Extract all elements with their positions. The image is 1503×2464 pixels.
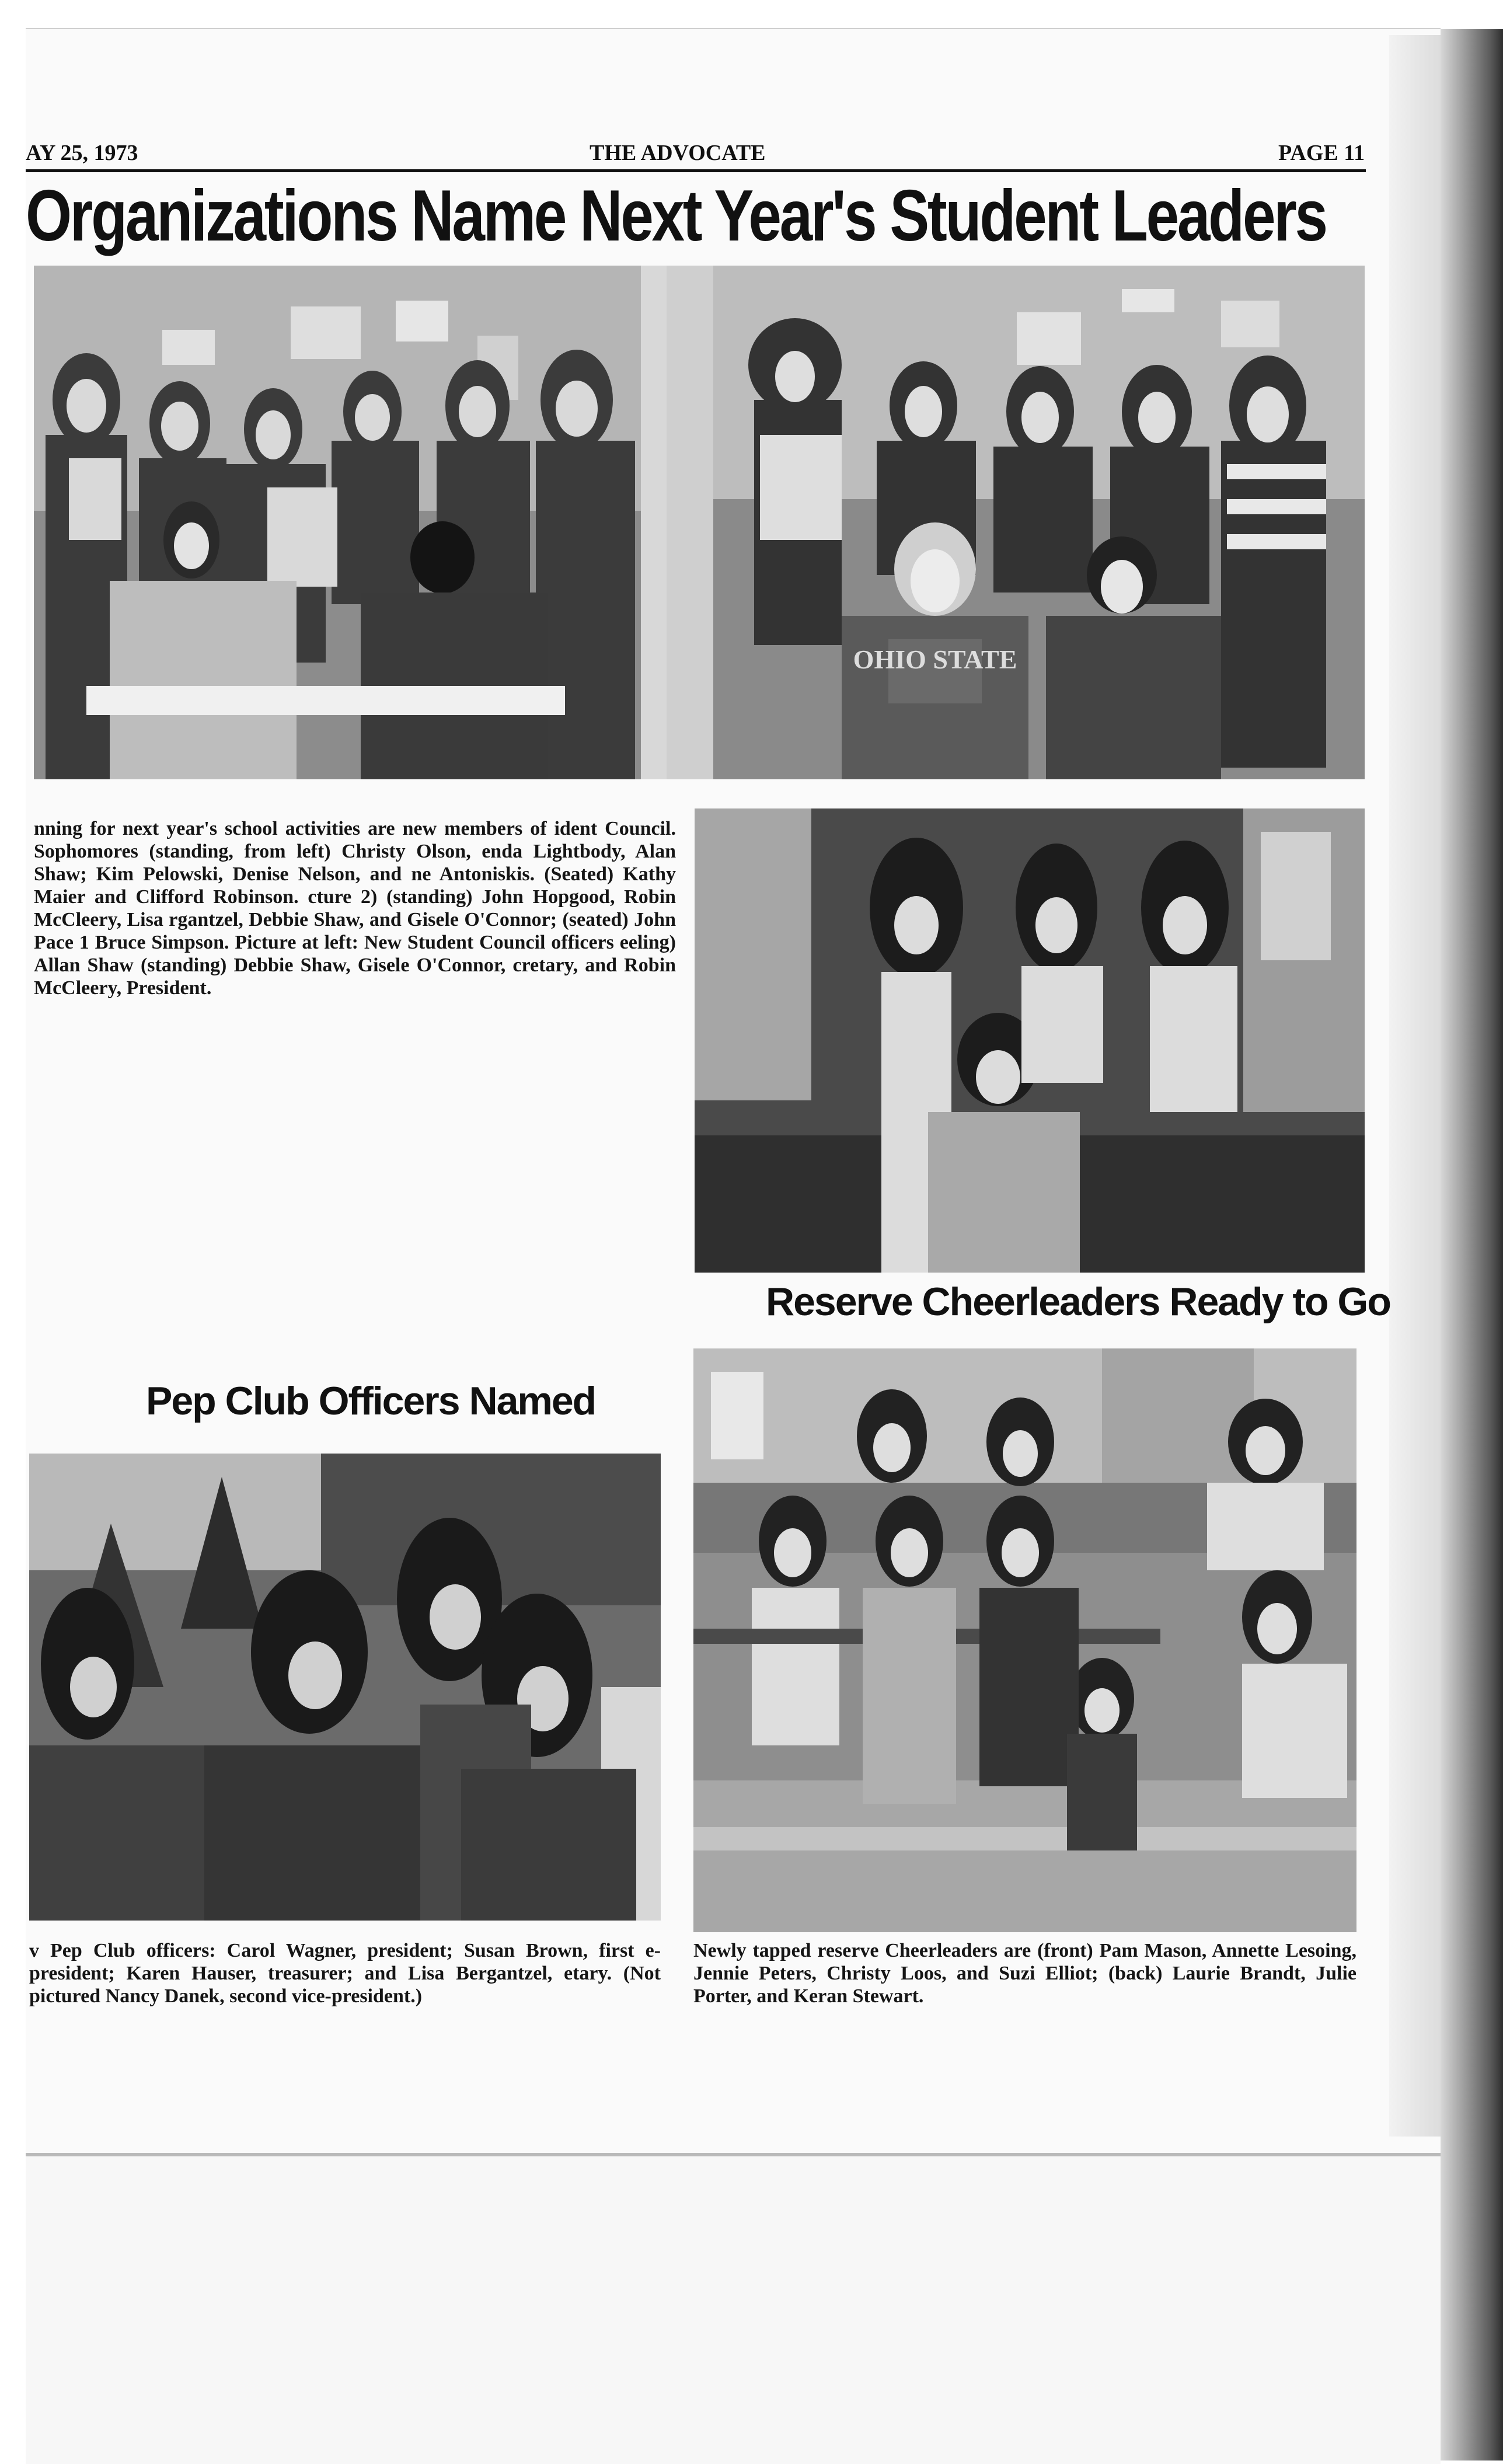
- photo-pep-club-officers: [29, 1454, 661, 1921]
- underlying-sheet: [1389, 35, 1441, 2137]
- scanner-edge: [1441, 29, 1503, 2460]
- cheerleaders-title: Reserve Cheerleaders Ready to Go: [766, 1280, 1390, 1324]
- photo-student-council-officers: [695, 808, 1365, 1273]
- caption-pep-club: v Pep Club officers: Carol Wagner, president; Susan Brown, first e-president; Karen Hauser, treasurer; and Lisa Bergantzel, etary. (Not pictured Nancy Danek, second vice-president.): [29, 1940, 661, 2007]
- page-headline: Organizations Name Next Year's Student Leaders: [26, 176, 1326, 256]
- header-page-number: PAGE 11: [1278, 141, 1365, 165]
- lower-sheet: [26, 2153, 1441, 2464]
- caption-cheerleaders: Newly tapped reserve Cheerleaders are (front) Pam Mason, Annette Lesoing, Jennie Peters, Christy Loos, and Suzi Elliot; (back) Laurie Brandt, Julie Porter, and Keran Stewart.: [693, 1940, 1356, 2007]
- header-date: AY 25, 1973: [26, 141, 138, 165]
- header-rule: [26, 169, 1366, 172]
- header-paper-name: THE ADVOCATE: [590, 141, 766, 165]
- shirt-text: OHIO STATE: [853, 644, 1017, 674]
- pep-club-title: Pep Club Officers Named: [146, 1379, 596, 1423]
- caption-student-council: nning for next year's school activities are new members of ident Council. Sophomores (standing, from left) Christy Olson, enda Lightbody, Alan Shaw; Kim Pelowski, Denise Nelson, and ne Antoniskis. (Seated) Kathy Maier and Clifford Robinson. cture 2) (standing) John Hopgood, Robin McCleery, Lisa rgantzel, Debbie Shaw, and Gisele O'Connor; (seated) John Pace 1 Bruce Simpson. Picture at left: New Student Council officers eeling) Allan Shaw (standing) Debbie Shaw, Gisele O'Connor, cretary, and Robin McCleery, President.: [34, 818, 676, 999]
- photo-reserve-cheerleaders: [693, 1348, 1356, 1932]
- photo-student-council-juniors: [667, 266, 1365, 779]
- photo-student-council-sophomores: [34, 266, 667, 779]
